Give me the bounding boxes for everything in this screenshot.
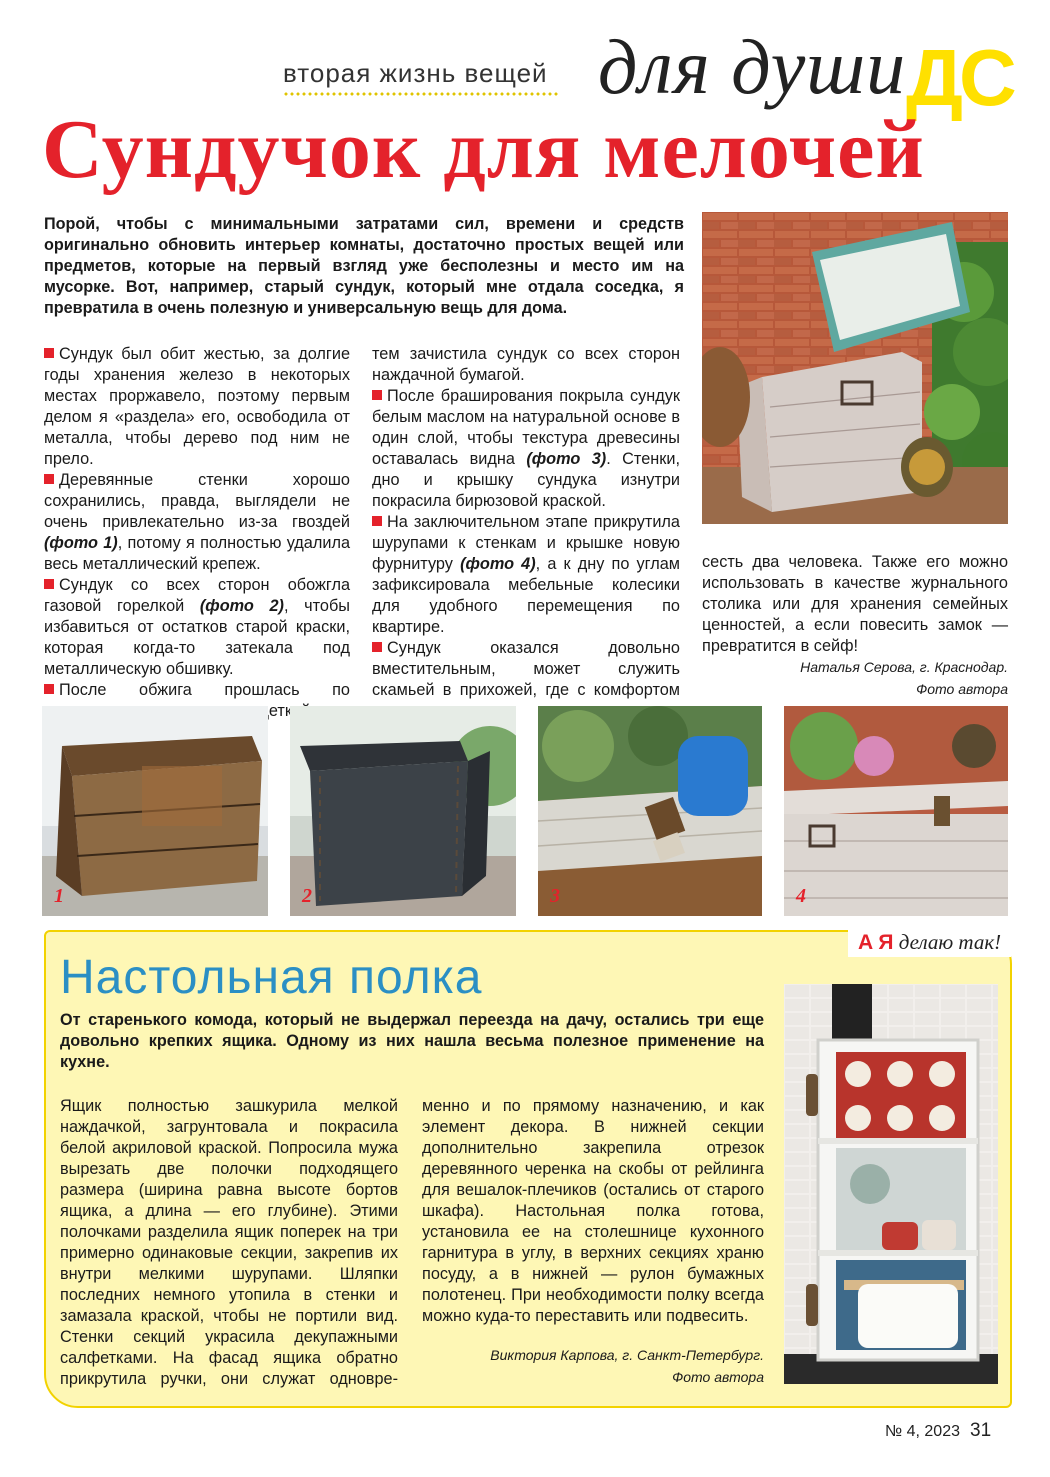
paragraph: Сундук был обит жестью, за долгие годы хранения железо в некоторых местах проржавело, поэтому первым делом я «раздела» его, освободила от металла, чтобы дерево под ним не прело. — [44, 345, 350, 468]
paragraph: сесть два человека. Также его можно использовать в качестве журнального столика или для хранения семейных ценностей, а если повесить замок — превратится в сейф! — [702, 553, 1008, 655]
bullet-marker — [44, 579, 54, 589]
photo-reference: (фото 2) — [199, 597, 284, 615]
author-signature — [702, 656, 1008, 700]
paragraph: менно и по прямому назначению, и как элемент декора. В нижней секции дополнительно закрепила отрезок деревянного черенка на скобы от рейлинга для вешалок-плечиков (остались от старого шкафа). Настольная полка готова, установила ее на столешнице кухонного гарнитура в углу, в верхних секциях храню посуду, а в нижней — рулон бумажных полотенец. При необходимости полку всегда можно куда-то переставить или подвесить. — [422, 1097, 764, 1325]
author-name: Виктория Карпова, г. Санкт-Петербург. — [490, 1347, 764, 1363]
photo-number: 1 — [54, 885, 64, 907]
article-lead: Порой, чтобы с минимальными затратами сил, времени и средств оригинально обновить интерьер комнаты, достаточно простых вещей или предметов, которые на первый взгляд уже бесполезны и место им на мусорке. Вот, например, старый сундук, который мне отдала соседка, я превратила в очень полезную и универсальную вещь для дома. — [44, 215, 684, 317]
bullet-marker — [44, 474, 54, 484]
paragraph: Ящик полностью зашкурила мелкой наждачкой, загрунтовала и покрасила белой акриловой краской. Попросила мужа вырезать две полочки подходящего размера (ширина равна высоте бортов ящика, а длина — его глубине). Этими полочками разделила ящик поперек на три примерно одинаковые секции, закрепив их внутри мелкими шурупами. Шляпки последних немного утопила в стенки и замазала краской, чтобы не портили вид. Стенки секций украсила декупажными салфетками. На фасад ящика обратно прикрутила ручки, они служат одновре- — [60, 1097, 398, 1388]
photo-number: 4 — [796, 885, 806, 907]
step-photo-4 — [784, 706, 1008, 916]
article-column-1 — [44, 344, 350, 743]
step-photo-2 — [290, 706, 516, 916]
bullet-marker — [44, 684, 54, 694]
rubric-badge: А Я делаю так! — [848, 928, 1011, 957]
box-column-2 — [422, 1096, 764, 1327]
bullet-marker — [44, 348, 54, 358]
issue-number: № 4, 2023 — [885, 1423, 960, 1440]
page-footer — [885, 1420, 991, 1442]
page-number: 31 — [970, 1420, 992, 1441]
photo-reference: (фото 1) — [44, 534, 118, 552]
paragraph: Деревянные стенки хорошо сохранились, правда, выглядели не очень привлекательно из-за гвоздей (фото 1), потому я полностью удалила весь металлический крепеж. — [44, 471, 351, 573]
paragraph: После обжига прошлась по щеткой — [44, 680, 350, 743]
paragraph: Сундук оказался довольно вместительным, может служить скамьей в прихожей, где с комфортом — [372, 639, 680, 699]
section-divider — [283, 92, 558, 96]
photo-credit: Фото автора — [916, 681, 1008, 697]
box-signature — [422, 1344, 764, 1388]
article-column-2 — [372, 344, 680, 722]
paragraph: На заключительном этапе прикрутила шурупами к стенкам и крышке новую фурнитуру (фото 4), а к дну по углам зафиксировала мебельные колесики для удобного перемещения по квартире. — [372, 513, 680, 636]
bullet-marker — [372, 516, 382, 526]
author-name: Наталья Серова, г. Краснодар. — [800, 659, 1008, 675]
photo-number: 3 — [550, 885, 560, 907]
article-column-3 — [702, 552, 1008, 657]
photo-reference: (фото 4) — [460, 555, 536, 573]
photo-number: 2 — [302, 885, 312, 907]
box-lead: От старенького комода, который не выдержал переезда на дачу, остались три еще довольно крепких ящика. Одному из них нашла весьма полезное применение на кухне. — [60, 1011, 764, 1071]
box-column-1 — [60, 1096, 398, 1390]
bullet-marker — [372, 390, 382, 400]
paragraph: После браширования покрыла сундук белым маслом на натуральной основе в один слой, чтобы текстура древесины оставалась видна (фото 3). Стенки, дно и крышку сундука изнутри покрасила бирюзовой краской. — [372, 387, 680, 510]
paragraph: тем зачистила сундук со всех сторон наждачной бумагой. — [372, 345, 680, 384]
rubric-title: для души — [598, 23, 907, 110]
shelf-photo — [784, 984, 998, 1384]
photo-reference: (фото 3) — [526, 450, 607, 468]
step-photo-3 — [538, 706, 762, 916]
hero-photo-chest — [702, 212, 1008, 524]
article-headline: Сундучок для мелочей — [42, 103, 925, 196]
magazine-logo: ДС — [906, 33, 1013, 122]
step-photo-1 — [42, 706, 268, 916]
photo-credit: Фото автора — [672, 1369, 764, 1385]
box-title: Настольная полка — [60, 951, 483, 1004]
paragraph: Сундук со всех сторон обожгла газовой горелкой (фото 2), чтобы избавиться от остатков старой краски, которая когда-то затекала под металлическую обшивку. — [44, 576, 350, 678]
bullet-marker — [372, 642, 382, 652]
section-label: вторая жизнь вещей — [283, 58, 548, 88]
